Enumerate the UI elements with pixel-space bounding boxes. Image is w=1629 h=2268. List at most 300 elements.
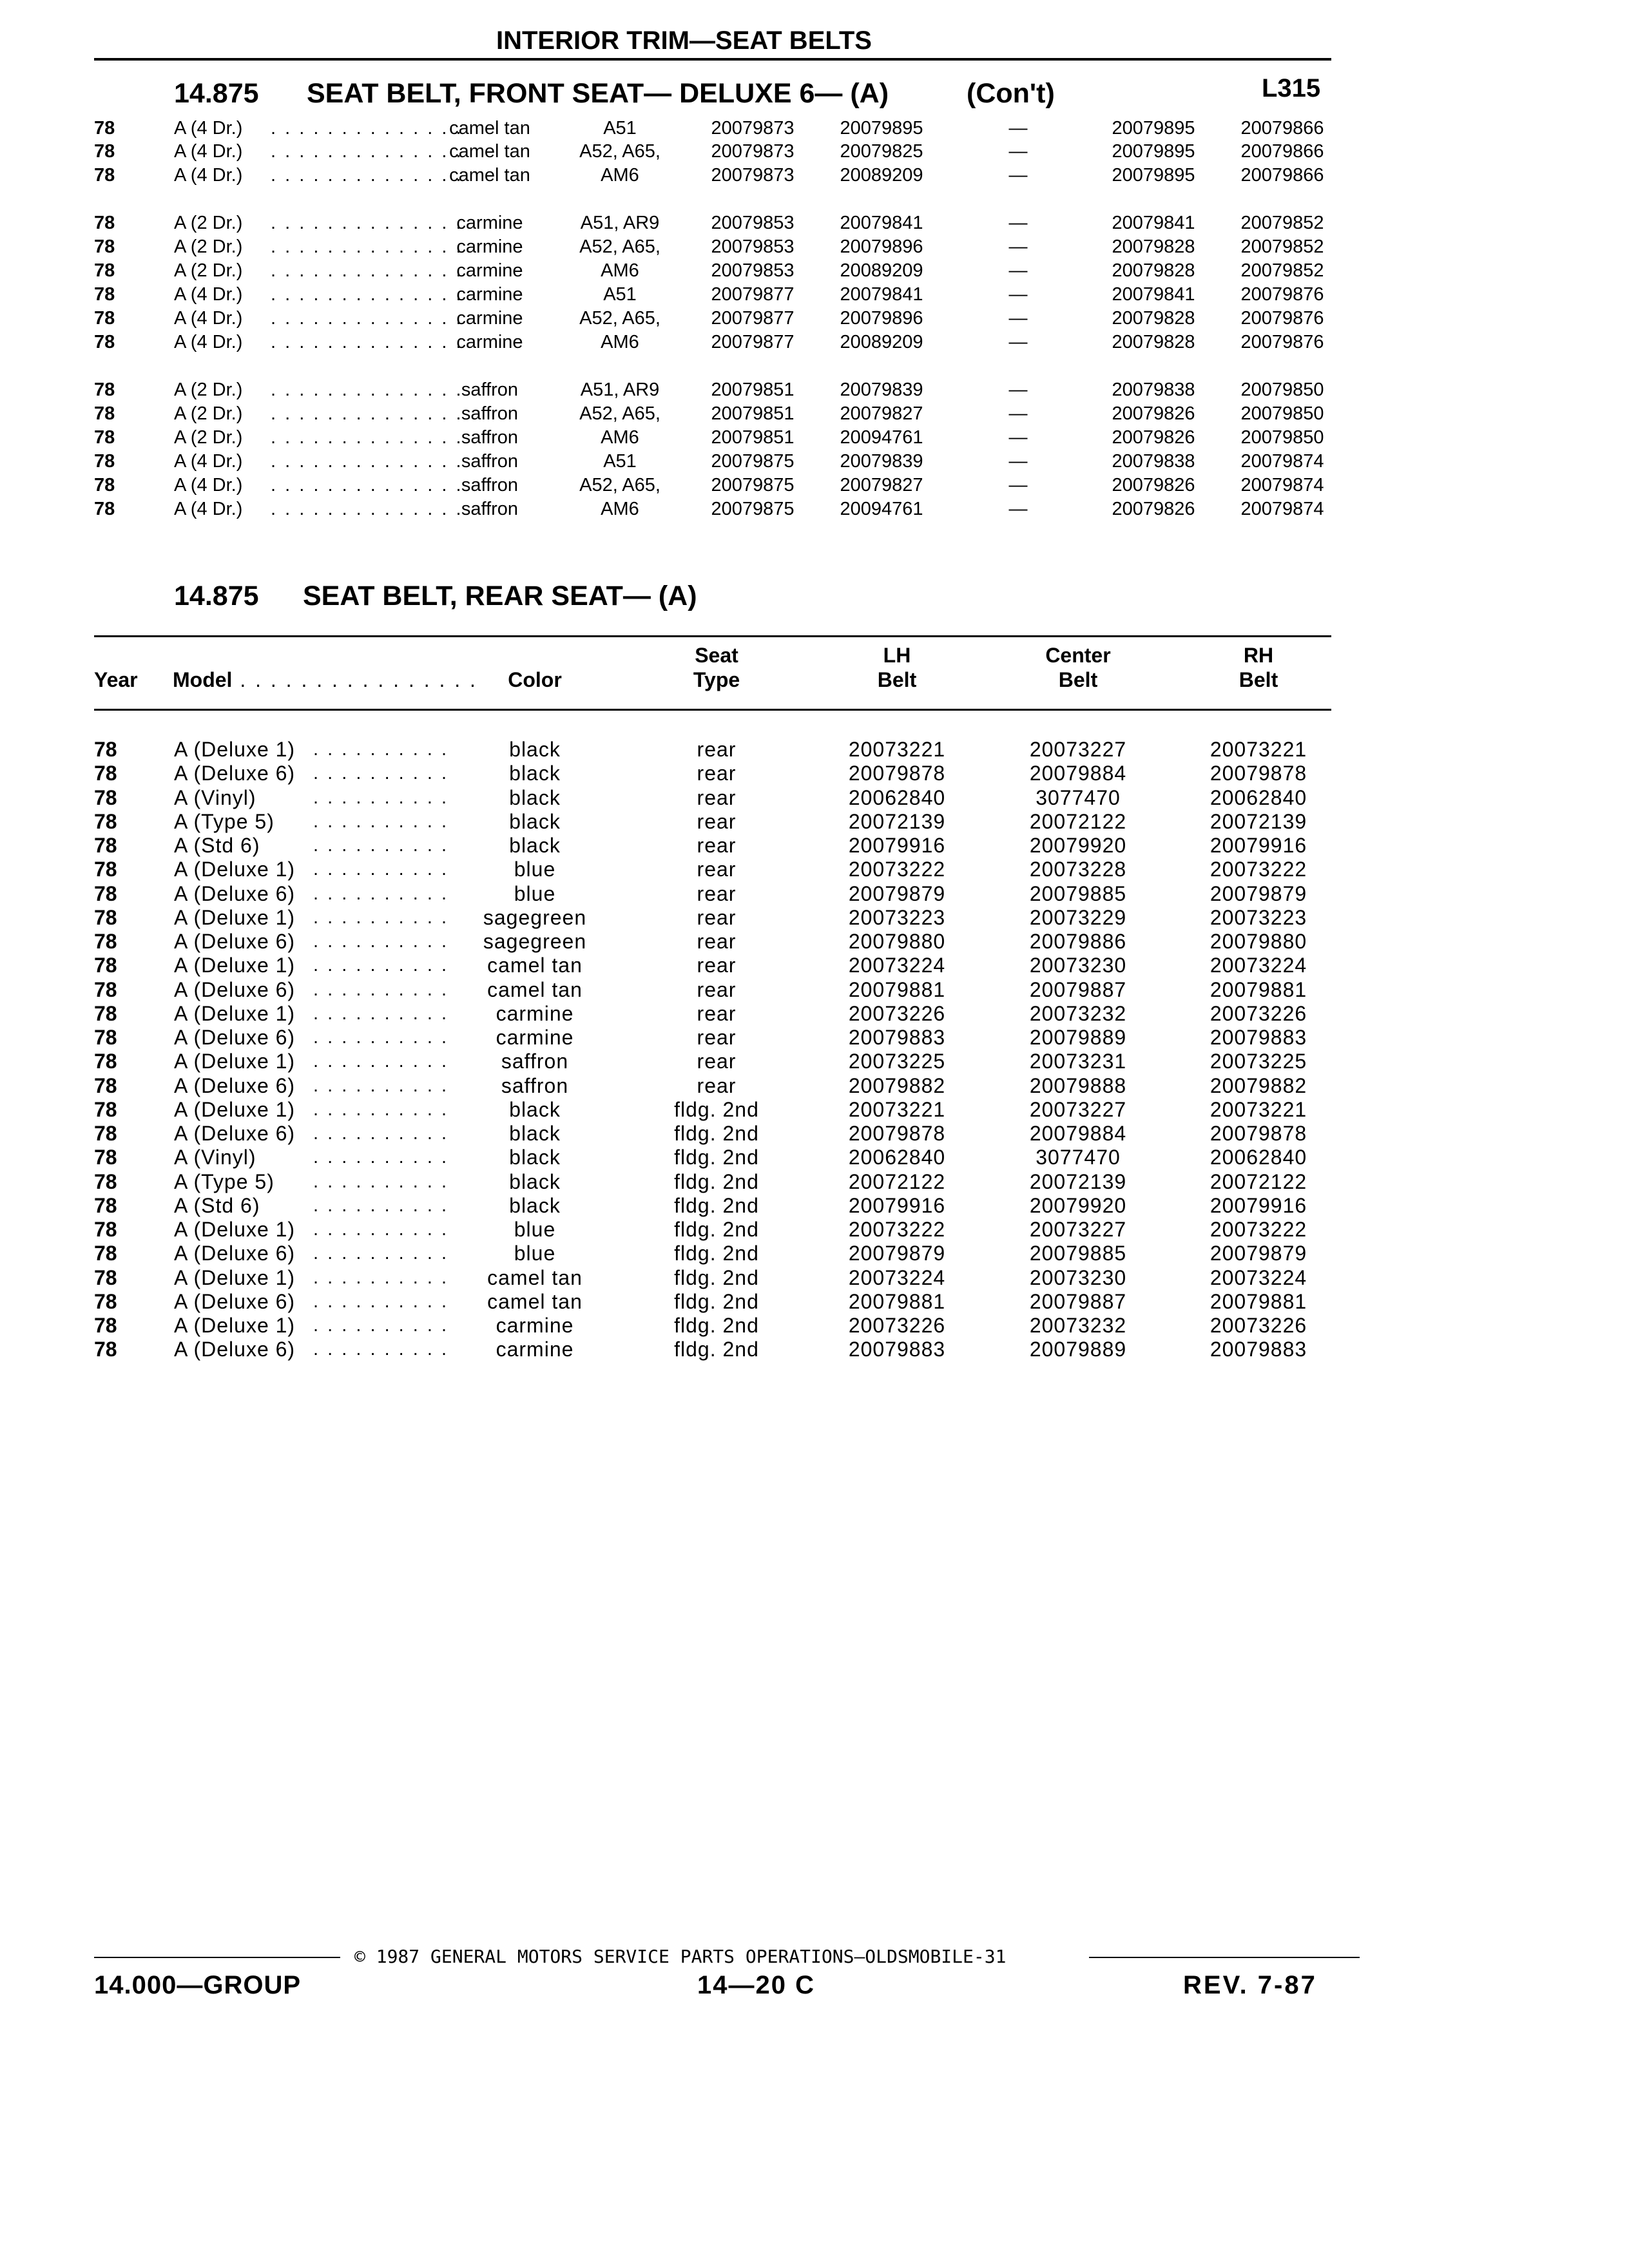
- rear-cell-color: saffron: [501, 1050, 569, 1073]
- front-cell-model: A (2 Dr.): [174, 427, 243, 448]
- leader-dots: . . . . . . . . . . . . . .: [271, 165, 463, 186]
- col-rh-1: RH: [1243, 644, 1274, 667]
- front-cell-color: carmine: [456, 308, 523, 329]
- rear-cell-seat-type: rear: [697, 738, 737, 761]
- leader-dots: . . . . . . . . . .: [313, 1099, 449, 1120]
- leader-dots: . . . . . . . . . . . . . .: [271, 380, 463, 400]
- leader-dots: . . . . . . . . . . . . . .: [271, 332, 463, 352]
- rear-cell-seat-type: rear: [697, 882, 737, 905]
- rear-table-row: [0, 785, 1629, 810]
- rear-table-row: [0, 833, 1629, 858]
- rear-cell-year: 78: [94, 810, 117, 833]
- rear-cell-seat-type: rear: [697, 906, 737, 929]
- rear-cell-model: A (Deluxe 1): [174, 1314, 296, 1337]
- front-cell-year: 78: [94, 332, 115, 352]
- col-model: Model . . . . . . . . . . . . . . . .: [173, 668, 477, 691]
- rear-cell-color: saffron: [501, 1074, 569, 1097]
- rear-cell-model: A (Deluxe 6): [174, 762, 296, 785]
- rear-cell-center-belt: 20079887: [1029, 1290, 1127, 1313]
- front-cell-color: carmine: [456, 236, 523, 257]
- rear-cell-rh-belt: 20073222: [1210, 1218, 1307, 1241]
- rear-cell-color: black: [509, 1146, 561, 1169]
- rear-cell-model: A (Deluxe 1): [174, 1050, 296, 1073]
- front-table-row: [0, 330, 1629, 354]
- front-cell-year: 78: [94, 403, 115, 424]
- rear-cell-color: black: [509, 762, 561, 785]
- front-cell-part-d: 20079841: [1112, 284, 1195, 305]
- leader-dots: . . . . . . . . . .: [313, 859, 449, 879]
- rear-cell-lh-belt: 20073226: [848, 1002, 946, 1025]
- front-cell-part-c: —: [1008, 451, 1028, 472]
- rear-cell-model: A (Deluxe 6): [174, 1074, 296, 1097]
- rear-cell-center-belt: 20079885: [1029, 882, 1127, 905]
- rear-cell-color: black: [509, 810, 561, 833]
- front-cell-year: 78: [94, 308, 115, 329]
- rear-cell-center-belt: 20079920: [1029, 1194, 1127, 1217]
- footer-copyright: © 1987 GENERAL MOTORS SERVICE PARTS OPERATIONS—OLDSMOBILE-31: [354, 1946, 1007, 1967]
- rear-cell-rh-belt: 20079882: [1210, 1074, 1307, 1097]
- rear-cell-lh-belt: 20073226: [848, 1314, 946, 1337]
- rear-table-row: [0, 929, 1629, 954]
- rear-header-bottom-rule: [94, 709, 1331, 711]
- front-heading-title: SEAT BELT, FRONT SEAT— DELUXE 6— (A): [307, 78, 889, 109]
- front-cell-part-d: 20079838: [1112, 451, 1195, 472]
- rear-cell-model: A (Deluxe 6): [174, 978, 296, 1001]
- front-cell-part-b: 20094761: [840, 499, 923, 519]
- front-cell-model: A (4 Dr.): [174, 165, 243, 186]
- front-table-row: [0, 235, 1629, 259]
- front-cell-model: A (4 Dr.): [174, 499, 243, 519]
- rear-cell-rh-belt: 20062840: [1210, 1146, 1307, 1169]
- leader-dots: . . . . . . . . . .: [313, 1171, 449, 1192]
- front-cell-option: A52, A65,: [579, 236, 660, 257]
- front-table-row: [0, 401, 1629, 426]
- rear-cell-lh-belt: 20079881: [848, 1290, 946, 1313]
- front-cell-color: camel tan: [449, 118, 530, 139]
- rear-cell-model: A (Deluxe 6): [174, 1290, 296, 1313]
- front-table-row: [0, 258, 1629, 283]
- front-cell-part-b: 20079839: [840, 451, 923, 472]
- rear-cell-model: A (Deluxe 1): [174, 1098, 296, 1121]
- rear-cell-seat-type: rear: [697, 930, 737, 953]
- front-cell-part-a: 20079851: [711, 427, 795, 448]
- rear-cell-center-belt: 20079889: [1029, 1026, 1127, 1049]
- rear-cell-center-belt: 20073229: [1029, 906, 1127, 929]
- rear-cell-model: A (Deluxe 1): [174, 954, 296, 977]
- leader-dots: . . . . . . . . . . . . . .: [271, 213, 463, 233]
- rear-heading-number: 14.875: [174, 581, 259, 611]
- rear-cell-center-belt: 20079889: [1029, 1338, 1127, 1361]
- rear-cell-center-belt: 20073227: [1029, 738, 1127, 761]
- rear-cell-model: A (Vinyl): [174, 1146, 256, 1169]
- title-rule: [94, 58, 1331, 61]
- front-cell-year: 78: [94, 165, 115, 186]
- front-cell-option: AM6: [601, 260, 639, 281]
- front-cell-part-e: 20079866: [1240, 141, 1324, 162]
- rear-cell-color: blue: [514, 858, 556, 881]
- rear-cell-seat-type: rear: [697, 1074, 737, 1097]
- rear-cell-model: A (Std 6): [174, 1194, 260, 1217]
- front-cell-part-d: 20079828: [1112, 236, 1195, 257]
- front-cell-part-e: 20079850: [1240, 380, 1324, 400]
- col-center-2: Belt: [1058, 668, 1098, 691]
- rear-cell-model: A (Deluxe 6): [174, 1338, 296, 1361]
- col-year: Year: [94, 668, 138, 691]
- front-cell-part-a: 20079875: [711, 499, 795, 519]
- front-cell-part-c: —: [1008, 308, 1028, 329]
- rear-cell-seat-type: rear: [697, 1026, 737, 1049]
- leader-dots: . . . . . . . . . .: [313, 931, 449, 952]
- rear-cell-color: camel tan: [487, 1290, 583, 1313]
- rear-cell-lh-belt: 20062840: [848, 786, 946, 809]
- rear-table-row: [0, 761, 1629, 785]
- rear-cell-lh-belt: 20073224: [848, 1266, 946, 1289]
- rear-cell-year: 78: [94, 1242, 117, 1265]
- rear-cell-lh-belt: 20073224: [848, 954, 946, 977]
- front-cell-part-e: 20079874: [1240, 475, 1324, 495]
- col-color: Color: [508, 668, 562, 691]
- rear-cell-year: 78: [94, 1314, 117, 1337]
- rear-cell-center-belt: 20079920: [1029, 834, 1127, 857]
- rear-cell-seat-type: fldg. 2nd: [674, 1338, 759, 1361]
- rear-cell-year: 78: [94, 1146, 117, 1169]
- page-title: INTERIOR TRIM—SEAT BELTS: [496, 26, 872, 55]
- rear-table-row: [0, 953, 1629, 977]
- rear-cell-seat-type: fldg. 2nd: [674, 1242, 759, 1265]
- leader-dots: . . . . . . . . . .: [313, 1147, 449, 1168]
- front-cell-part-a: 20079877: [711, 284, 795, 305]
- front-cell-part-b: 20079841: [840, 284, 923, 305]
- front-cell-option: A51, AR9: [580, 380, 660, 400]
- front-cell-part-a: 20079851: [711, 403, 795, 424]
- front-table-row: [0, 473, 1629, 497]
- rear-table-row: [0, 1025, 1629, 1050]
- rear-cell-rh-belt: 20072139: [1210, 810, 1307, 833]
- leader-dots: . . . . . . . . . . . . . .: [271, 427, 463, 448]
- front-cell-option: AM6: [601, 499, 639, 519]
- col-lh-1: LH: [883, 644, 911, 667]
- front-cell-part-b: 20089209: [840, 260, 923, 281]
- front-cell-part-c: —: [1008, 427, 1028, 448]
- rear-cell-year: 78: [94, 786, 117, 809]
- rear-table-row: [0, 1313, 1629, 1338]
- front-cell-part-e: 20079852: [1240, 260, 1324, 281]
- front-cell-color: camel tan: [449, 141, 530, 162]
- rear-cell-seat-type: rear: [697, 978, 737, 1001]
- rear-cell-color: blue: [514, 1218, 556, 1241]
- front-cell-year: 78: [94, 475, 115, 495]
- rear-cell-lh-belt: 20079879: [848, 882, 946, 905]
- rear-cell-center-belt: 20072139: [1029, 1170, 1127, 1193]
- rear-cell-center-belt: 3077470: [1036, 786, 1121, 809]
- front-cell-part-e: 20079852: [1240, 213, 1324, 233]
- rear-cell-year: 78: [94, 1026, 117, 1049]
- leader-dots: . . . . . . . . . .: [313, 787, 449, 808]
- front-cell-year: 78: [94, 427, 115, 448]
- front-cell-part-d: 20079895: [1112, 141, 1195, 162]
- col-center-1: Center: [1045, 644, 1111, 667]
- rear-cell-rh-belt: 20079880: [1210, 930, 1307, 953]
- rear-cell-lh-belt: 20079882: [848, 1074, 946, 1097]
- front-cell-part-d: 20079828: [1112, 308, 1195, 329]
- front-table-row: [0, 425, 1629, 450]
- leader-dots: . . . . . . . . . .: [313, 1219, 449, 1240]
- front-table-row: [0, 139, 1629, 164]
- front-table-row: [0, 497, 1629, 521]
- front-cell-part-b: 20079839: [840, 380, 923, 400]
- rear-cell-seat-type: rear: [697, 1002, 737, 1025]
- rear-cell-lh-belt: 20079916: [848, 1194, 946, 1217]
- rear-cell-model: A (Deluxe 6): [174, 1122, 296, 1145]
- rear-table-row: [0, 809, 1629, 834]
- front-cell-color: saffron: [461, 475, 519, 495]
- rear-cell-lh-belt: 20073223: [848, 906, 946, 929]
- leader-dots: . . . . . . . . . .: [313, 907, 449, 928]
- rear-cell-model: A (Deluxe 1): [174, 1218, 296, 1241]
- front-cell-color: carmine: [456, 213, 523, 233]
- rear-cell-model: A (Deluxe 6): [174, 1242, 296, 1265]
- rear-cell-lh-belt: 20079916: [848, 834, 946, 857]
- rear-cell-year: 78: [94, 1170, 117, 1193]
- rear-cell-color: black: [509, 1098, 561, 1121]
- rear-cell-model: A (Deluxe 6): [174, 882, 296, 905]
- front-cell-option: A51: [603, 284, 637, 305]
- col-seat-type-2: Type: [693, 668, 740, 691]
- leader-dots: . . . . . . . . . .: [313, 1243, 449, 1264]
- rear-cell-lh-belt: 20073221: [848, 1098, 946, 1121]
- rear-cell-model: A (Deluxe 6): [174, 930, 296, 953]
- rear-cell-rh-belt: 20073224: [1210, 1266, 1307, 1289]
- rear-cell-seat-type: fldg. 2nd: [674, 1146, 759, 1169]
- front-table-row: [0, 378, 1629, 402]
- rear-table-row: [0, 1217, 1629, 1242]
- rear-cell-model: A (Std 6): [174, 834, 260, 857]
- front-cell-option: A52, A65,: [579, 403, 660, 424]
- rear-cell-rh-belt: 20073221: [1210, 1098, 1307, 1121]
- rear-table-row: [0, 1289, 1629, 1314]
- rear-cell-model: A (Type 5): [174, 1170, 275, 1193]
- front-cell-model: A (2 Dr.): [174, 260, 243, 281]
- rear-cell-seat-type: rear: [697, 786, 737, 809]
- front-cell-part-e: 20079850: [1240, 427, 1324, 448]
- front-cell-part-e: 20079850: [1240, 403, 1324, 424]
- front-cell-color: saffron: [461, 427, 519, 448]
- front-table-row: [0, 449, 1629, 474]
- leader-dots: . . . . . . . . . .: [313, 1003, 449, 1024]
- leader-dots: . . . . . . . . . . . . . .: [271, 141, 463, 162]
- front-heading-code: L315: [1262, 74, 1321, 102]
- col-model-label: Model: [173, 668, 233, 691]
- rear-cell-center-belt: 20079885: [1029, 1242, 1127, 1265]
- rear-cell-seat-type: fldg. 2nd: [674, 1194, 759, 1217]
- rear-cell-seat-type: rear: [697, 1050, 737, 1073]
- front-cell-part-a: 20079873: [711, 141, 795, 162]
- front-cell-part-e: 20079876: [1240, 284, 1324, 305]
- rear-table-row: [0, 1121, 1629, 1146]
- rear-cell-seat-type: fldg. 2nd: [674, 1314, 759, 1337]
- front-cell-option: AM6: [601, 427, 639, 448]
- rear-cell-rh-belt: 20062840: [1210, 786, 1307, 809]
- front-cell-color: carmine: [456, 260, 523, 281]
- rear-cell-model: A (Type 5): [174, 810, 275, 833]
- rear-cell-seat-type: fldg. 2nd: [674, 1290, 759, 1313]
- rear-cell-center-belt: 3077470: [1036, 1146, 1121, 1169]
- rear-table-row: [0, 1073, 1629, 1098]
- rear-cell-center-belt: 20073231: [1029, 1050, 1127, 1073]
- rear-cell-center-belt: 20073230: [1029, 954, 1127, 977]
- rear-table-row: [0, 1337, 1629, 1361]
- front-cell-part-d: 20079895: [1112, 118, 1195, 139]
- rear-cell-color: carmine: [496, 1314, 574, 1337]
- rear-cell-rh-belt: 20073226: [1210, 1002, 1307, 1025]
- rear-cell-color: carmine: [496, 1002, 574, 1025]
- front-cell-part-a: 20079877: [711, 308, 795, 329]
- leader-dots: . . . . . . . . . .: [313, 1075, 449, 1096]
- rear-cell-lh-belt: 20079881: [848, 978, 946, 1001]
- rear-cell-year: 78: [94, 1194, 117, 1217]
- front-table-row: [0, 163, 1629, 187]
- rear-table-row: [0, 1169, 1629, 1194]
- front-cell-part-d: 20079826: [1112, 427, 1195, 448]
- rear-cell-color: blue: [514, 882, 556, 905]
- footer-revision: REV. 7-87: [1183, 1971, 1317, 1999]
- rear-cell-rh-belt: 20079881: [1210, 1290, 1307, 1313]
- leader-dots: . . . . . . . . . . . . . .: [271, 118, 463, 139]
- rear-cell-seat-type: rear: [697, 834, 737, 857]
- front-cell-model: A (4 Dr.): [174, 118, 243, 139]
- front-cell-color: camel tan: [449, 165, 530, 186]
- front-cell-year: 78: [94, 236, 115, 257]
- rear-cell-lh-belt: 20079878: [848, 1122, 946, 1145]
- front-cell-year: 78: [94, 141, 115, 162]
- rear-cell-year: 78: [94, 834, 117, 857]
- rear-cell-rh-belt: 20073226: [1210, 1314, 1307, 1337]
- col-seat-type-1: Seat: [695, 644, 738, 667]
- front-cell-part-e: 20079874: [1240, 499, 1324, 519]
- front-cell-part-e: 20079852: [1240, 236, 1324, 257]
- rear-cell-seat-type: fldg. 2nd: [674, 1098, 759, 1121]
- footer-rule-right: [1089, 1957, 1360, 1958]
- rear-cell-model: A (Deluxe 1): [174, 858, 296, 881]
- rear-table-row: [0, 1265, 1629, 1290]
- rear-cell-year: 78: [94, 882, 117, 905]
- rear-cell-year: 78: [94, 930, 117, 953]
- front-cell-part-c: —: [1008, 236, 1028, 257]
- front-cell-part-c: —: [1008, 499, 1028, 519]
- rear-cell-year: 78: [94, 1266, 117, 1289]
- front-cell-part-e: 20079874: [1240, 451, 1324, 472]
- rear-cell-center-belt: 20073227: [1029, 1098, 1127, 1121]
- front-cell-part-e: 20079866: [1240, 165, 1324, 186]
- rear-cell-rh-belt: 20079916: [1210, 1194, 1307, 1217]
- front-cell-part-b: 20089209: [840, 165, 923, 186]
- front-cell-year: 78: [94, 451, 115, 472]
- rear-cell-year: 78: [94, 978, 117, 1001]
- front-cell-color: saffron: [461, 499, 519, 519]
- rear-cell-center-belt: 20073232: [1029, 1314, 1127, 1337]
- leader-dots: . . . . . . . . . .: [313, 763, 449, 783]
- rear-cell-model: A (Deluxe 1): [174, 1266, 296, 1289]
- leader-dots: . . . . . . . . . . . . . .: [271, 308, 463, 329]
- front-cell-part-a: 20079873: [711, 118, 795, 139]
- rear-cell-color: black: [509, 1122, 561, 1145]
- rear-cell-rh-belt: 20073225: [1210, 1050, 1307, 1073]
- leader-dots: . . . . . . . . . .: [313, 739, 449, 760]
- rear-cell-rh-belt: 20079883: [1210, 1026, 1307, 1049]
- rear-cell-center-belt: 20079888: [1029, 1074, 1127, 1097]
- rear-cell-model: A (Deluxe 1): [174, 738, 296, 761]
- front-cell-part-b: 20079841: [840, 213, 923, 233]
- front-cell-part-c: —: [1008, 118, 1028, 139]
- rear-cell-seat-type: rear: [697, 810, 737, 833]
- rear-cell-color: carmine: [496, 1026, 574, 1049]
- front-cell-part-c: —: [1008, 475, 1028, 495]
- rear-table-row: [0, 1049, 1629, 1073]
- front-cell-part-c: —: [1008, 260, 1028, 281]
- rear-cell-seat-type: rear: [697, 762, 737, 785]
- leader-dots: . . . . . . . . . .: [313, 1291, 449, 1312]
- leader-dots: . . . . . . . . . .: [313, 1123, 449, 1144]
- rear-table-row: [0, 1241, 1629, 1265]
- rear-cell-lh-belt: 20079880: [848, 930, 946, 953]
- front-cell-part-c: —: [1008, 380, 1028, 400]
- front-cell-option: A51, AR9: [580, 213, 660, 233]
- rear-cell-color: sagegreen: [483, 906, 587, 929]
- rear-cell-color: carmine: [496, 1338, 574, 1361]
- front-cell-part-c: —: [1008, 165, 1028, 186]
- rear-cell-model: A (Vinyl): [174, 786, 256, 809]
- front-cell-part-b: 20089209: [840, 332, 923, 352]
- rear-cell-center-belt: 20073232: [1029, 1002, 1127, 1025]
- front-cell-model: A (4 Dr.): [174, 332, 243, 352]
- front-cell-color: carmine: [456, 284, 523, 305]
- front-cell-part-a: 20079853: [711, 213, 795, 233]
- rear-cell-rh-belt: 20072122: [1210, 1170, 1307, 1193]
- front-cell-part-a: 20079851: [711, 380, 795, 400]
- front-cell-part-b: 20079896: [840, 236, 923, 257]
- rear-cell-year: 78: [94, 1290, 117, 1313]
- front-cell-part-c: —: [1008, 141, 1028, 162]
- front-cell-option: A51: [603, 451, 637, 472]
- rear-cell-rh-belt: 20073222: [1210, 858, 1307, 881]
- front-table-row: [0, 116, 1629, 140]
- rear-cell-rh-belt: 20079879: [1210, 1242, 1307, 1265]
- front-cell-year: 78: [94, 380, 115, 400]
- rear-cell-model: A (Deluxe 1): [174, 906, 296, 929]
- front-cell-part-d: 20079826: [1112, 475, 1195, 495]
- rear-cell-lh-belt: 20079883: [848, 1338, 946, 1361]
- rear-cell-seat-type: fldg. 2nd: [674, 1170, 759, 1193]
- rear-cell-seat-type: fldg. 2nd: [674, 1218, 759, 1241]
- rear-cell-rh-belt: 20079878: [1210, 762, 1307, 785]
- front-cell-option: A52, A65,: [579, 141, 660, 162]
- rear-table-row: [0, 857, 1629, 881]
- rear-cell-seat-type: rear: [697, 858, 737, 881]
- rear-cell-center-belt: 20073228: [1029, 858, 1127, 881]
- front-cell-color: carmine: [456, 332, 523, 352]
- rear-cell-color: sagegreen: [483, 930, 587, 953]
- front-cell-part-e: 20079866: [1240, 118, 1324, 139]
- front-cell-part-c: —: [1008, 332, 1028, 352]
- front-cell-model: A (4 Dr.): [174, 475, 243, 495]
- front-cell-model: A (4 Dr.): [174, 141, 243, 162]
- front-cell-part-d: 20079895: [1112, 165, 1195, 186]
- rear-cell-rh-belt: 20079879: [1210, 882, 1307, 905]
- front-cell-part-d: 20079841: [1112, 213, 1195, 233]
- front-cell-part-d: 20079828: [1112, 332, 1195, 352]
- front-cell-part-d: 20079838: [1112, 380, 1195, 400]
- front-table-row: [0, 282, 1629, 307]
